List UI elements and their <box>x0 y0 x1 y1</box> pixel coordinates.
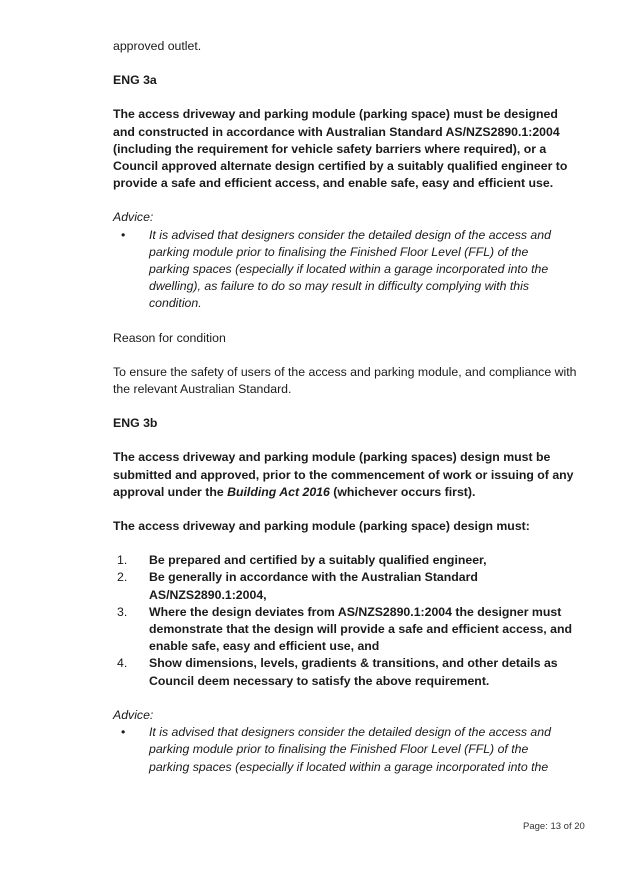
eng3b-body-line <box>113 484 583 501</box>
eng3b-advice-line: parking module prior to finalising the Finished Floor Level (FFL) of the <box>149 742 529 757</box>
eng3a-advice-bullet-item <box>121 227 583 313</box>
eng3a-body-line: The access driveway and parking module (parking space) must be designed <box>113 107 558 122</box>
list-item-line: Be prepared and certified by a suitably qualified engineer, <box>149 553 487 568</box>
eng3a-advice-line: parking module prior to finalising the Finished Floor Level (FFL) of the <box>149 244 529 259</box>
list-item <box>117 569 583 603</box>
list-item-line: AS/NZS2890.1:2004, <box>149 587 267 602</box>
eng3a-body-line: Council approved alternate design certified by a suitably qualified engineer to <box>113 159 568 174</box>
eng3b-body <box>113 449 583 501</box>
eng3a-reason-label: Reason for condition <box>113 330 226 345</box>
eng3b-body-text: approval under the <box>113 484 228 499</box>
eng3a-advice-label: Advice: <box>113 210 154 225</box>
bullet-glyph: • <box>121 227 126 242</box>
list-item-line: Council deem necessary to satisfy the above requirement. <box>149 673 490 688</box>
page-number-footer: Page: 13 of 20 <box>523 821 585 832</box>
eng3b-heading: ENG 3b <box>113 416 158 431</box>
eng3a-heading: ENG 3a <box>113 73 157 88</box>
eng3b-design-must: The access driveway and parking module (parking space) design must: <box>113 519 530 534</box>
building-act-title: Building Act 2016 <box>227 484 330 499</box>
eng3a-body-line: (including the requirement for vehicle safety barriers where required), or a <box>113 141 547 156</box>
list-item <box>117 552 583 569</box>
list-number: 4. <box>117 656 128 671</box>
eng3a-body <box>113 106 583 192</box>
bullet-glyph: • <box>121 725 126 740</box>
list-item <box>117 604 583 656</box>
list-number: 2. <box>117 570 128 585</box>
eng3b-body-line: submitted and approved, prior to the commencement of work or issuing of any <box>113 467 574 482</box>
eng3b-body-text: (whichever occurs first). <box>329 484 476 499</box>
list-item-line: Show dimensions, levels, gradients & transitions, and other details as <box>149 656 558 671</box>
list-item-line: Be generally in accordance with the Australian Standard <box>149 570 478 585</box>
eng3a-reason-line: To ensure the safety of users of the access and parking module, and compliance with <box>113 364 577 379</box>
eng3a-body-line: provide a safe and efficient access, and enable safe, easy and efficient use. <box>113 176 554 191</box>
eng3b-numbered-list <box>113 552 583 690</box>
eng3b-body-line: The access driveway and parking module (parking spaces) design must be <box>113 450 551 465</box>
eng3b-advice-line: parking spaces (especially if located within a garage incorporated into the <box>149 759 549 774</box>
list-item-line: enable safe, easy and efficient use, and <box>149 639 380 654</box>
eng3a-body-line: and constructed in accordance with Australian Standard AS/NZS2890.1:2004 <box>113 124 560 139</box>
eng3a-reason-line: the relevant Australian Standard. <box>113 382 292 397</box>
eng3b-advice-bullet-item <box>121 724 583 776</box>
eng3a-advice-line: parking spaces (especially if located within a garage incorporated into the <box>149 262 549 277</box>
top-line: approved outlet. <box>113 39 202 53</box>
document-page <box>113 38 583 776</box>
list-number: 1. <box>117 553 128 568</box>
list-item-line: demonstrate that the design will provide a safe and efficient access, and <box>149 622 572 637</box>
eng3b-advice-label: Advice: <box>113 707 154 722</box>
list-item-line: Where the design deviates from AS/NZS2890.1:2004 the designer must <box>149 604 562 619</box>
eng3a-advice-line: dwelling), as failure to do so may result in difficulty complying with this <box>149 279 529 294</box>
eng3b-advice-line: It is advised that designers consider the detailed design of the access and <box>149 725 551 740</box>
eng3a-advice-line: condition. <box>149 296 202 311</box>
list-number: 3. <box>117 604 128 619</box>
eng3a-advice-line: It is advised that designers consider the detailed design of the access and <box>149 227 551 242</box>
list-item <box>117 655 583 689</box>
